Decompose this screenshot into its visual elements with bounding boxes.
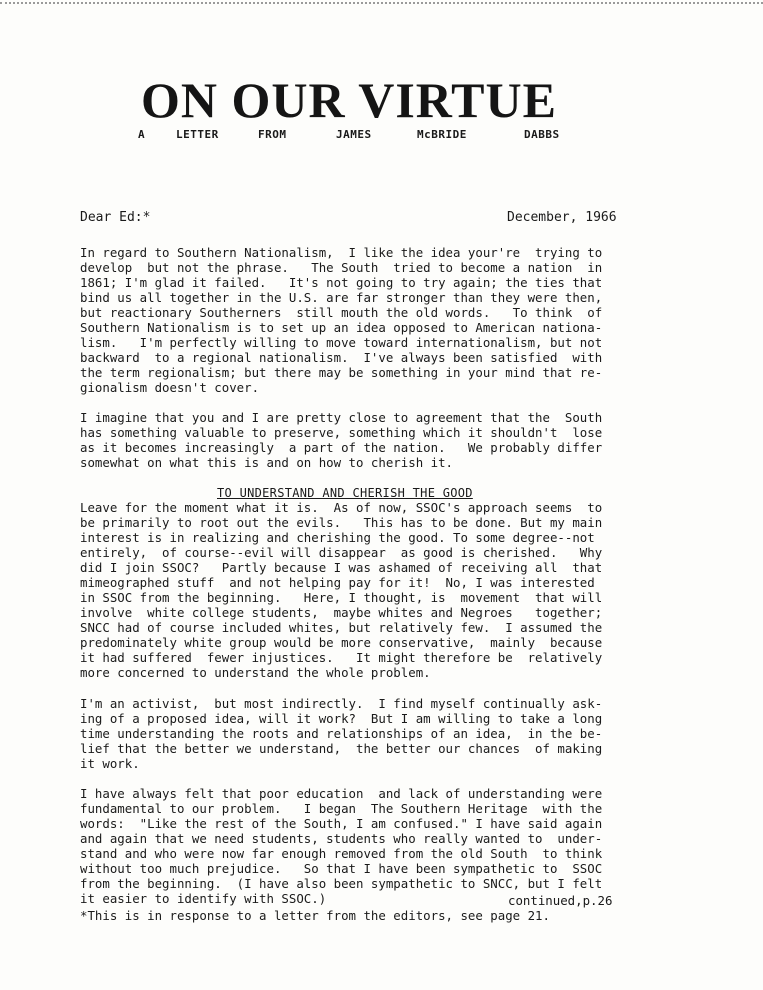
paragraph: Leave for the moment what it is. As of now, SSOC's approach seems to be primarily to root out the evils. This has to be done. But my main interest is in realizing and cherishing the good. To some degree--not entirely, of course--evil will disappear as good is cherished. Why did I join SSOC? Partly because I was ashamed of receiving all that mimeographed stuff and not helping pay for it! No, I was interested in SSOC from the beginning. Here, I thought, is movement that will involve white college students, maybe whites and Negroes together; SNCC had of course included whites, but relatively few. I assumed the predominately white group would be more conservative, mainly because it had suffered fewer injustices. It might therefore be relatively more concerned to understand the whole problem. [80,500,603,680]
page-top-border [0,2,763,4]
byline-word: DABBS [524,128,560,141]
section-heading: TO UNDERSTAND AND CHERISH THE GOOD [217,486,473,500]
byline-word: McBRIDE [417,128,467,141]
salutation: Dear Ed:* [80,210,151,225]
byline-word: FROM [258,128,287,141]
byline-word: LETTER [176,128,219,141]
continued-note: continued,p.26 [508,893,613,908]
byline-word: A [138,128,146,141]
paragraph: I have always felt that poor education and lack of understanding were fundamental to our problem. I began The Southern Heritage with the words: "Like the rest of the South, I am confused." I have said again and again that we need students, students who really wanted to under- stand and who were now far enough removed from the old South to think without too much prejudice. So that I have been sympathetic to SSOC from the beginning. (I have also been sympathetic to SNCC, but I felt it easier to identify with SSOC.) [80,786,603,906]
byline-word: JAMES [336,128,372,141]
letter-date: December, 1966 [507,210,617,225]
article-title: ON OUR VIRTUE [141,72,557,128]
paragraph: I imagine that you and I are pretty close to agreement that the South has something valuable to preserve, something which it shouldn't lose as it becomes increasingly a part of the nation. We probably differ somewhat on what this is and on how to cherish it. [80,410,603,470]
footnote: *This is in response to a letter from the editors, see page 21. [80,908,550,923]
paragraph: In regard to Southern Nationalism, I like the idea your're trying to develop but not the phrase. The South tried to become a nation in 1861; I'm glad it failed. It's not going to try again; the ties that bind us all together in the U.S. are far stronger than they were then, but reactionary Southerners still mouth the old words. To think of Southern Nationalism is to set up an idea opposed to American nationa- lism. I'm perfectly willing to move toward internationalism, but not backward to a regional nationalism. I've always been satisfied with the term regionalism; but there may be something in your mind that re- gionalism doesn't cover. [80,245,603,395]
paragraph: I'm an activist, but most indirectly. I find myself continually ask- ing of a proposed idea, will it work? But I am willing to take a long time understanding the roots and relationships of an idea, in the be- lief that the better we understand, the better our chances of making it work. [80,696,603,771]
